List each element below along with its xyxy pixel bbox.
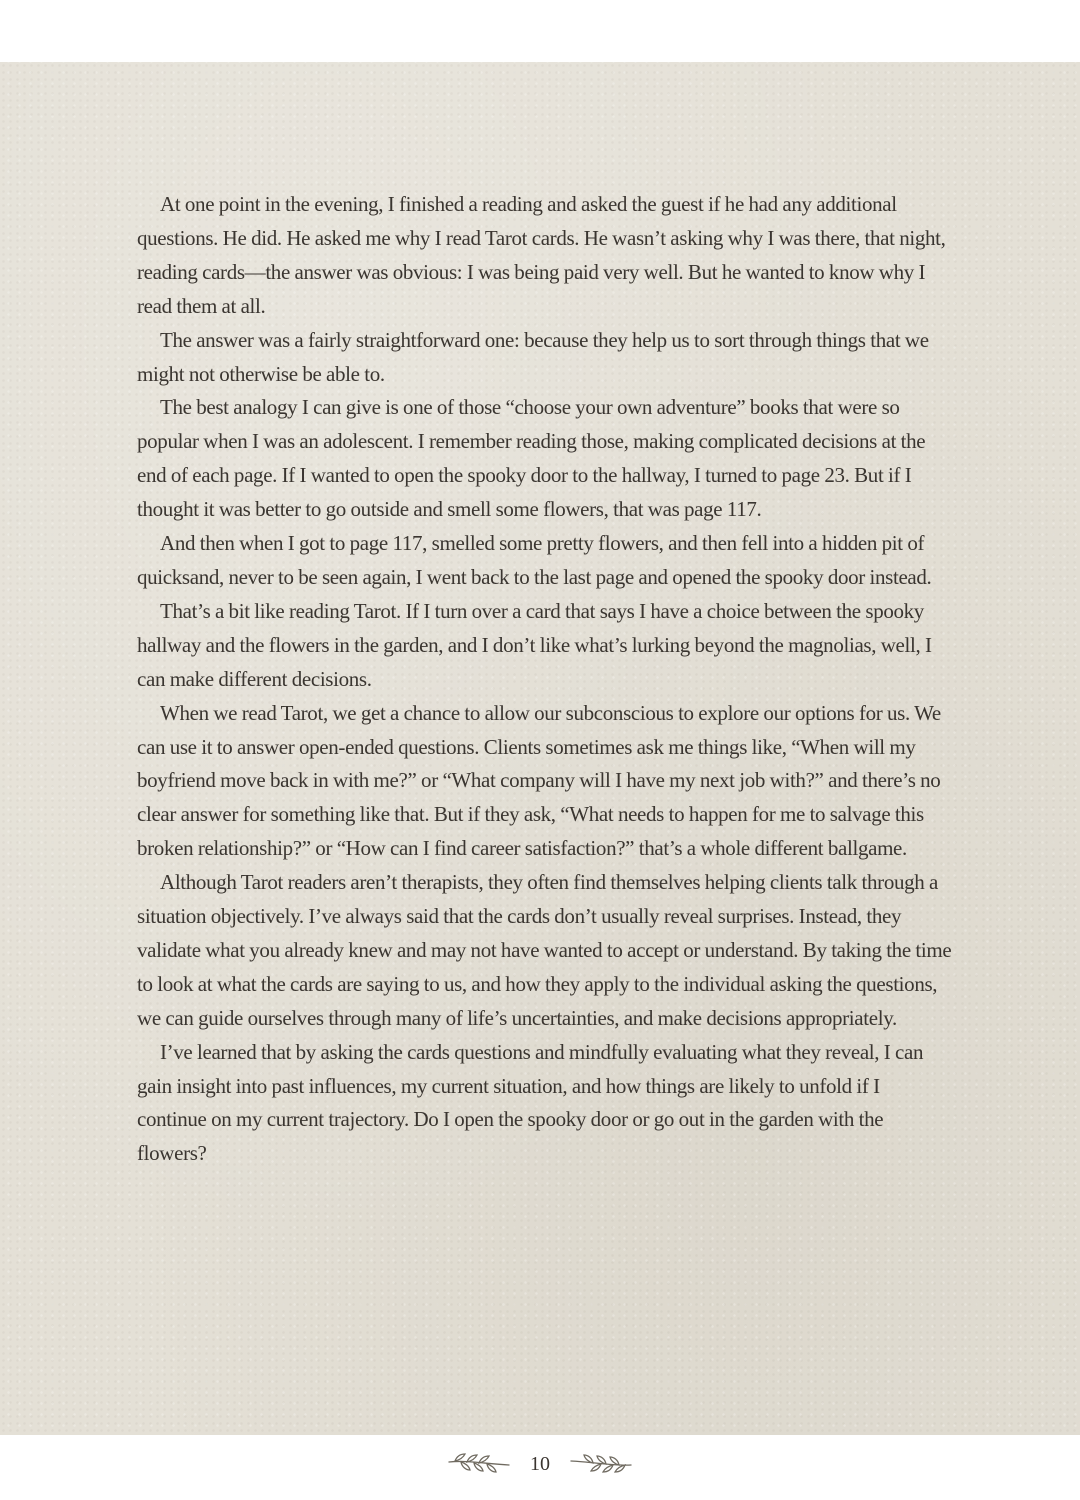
page-number: 10 — [530, 1452, 550, 1475]
paragraph: And then when I got to page 117, smelled some pretty flowers, and then fell into a hidden pit of quicksand, never to be seen again, I went back to the last page and opened the spooky door instead. — [137, 531, 932, 589]
book-page — [0, 62, 1080, 1475]
paragraph: The answer was a fairly straightforward one: because they help us to sort through things that we might not otherwise be able to. — [137, 327, 929, 386]
page-footer — [0, 1440, 1080, 1488]
body-text — [137, 188, 952, 1171]
paragraph: The best analogy I can give is one of those “choose your own adventure” books that were so popular when I was an adolescent. I remember reading those, making complicated decisions at the end of each page. If I wanted to open the spooky door to the hallway, I turned to page 23. But if I thought it was better to go outside and smell some flowers, that was page 117. — [137, 395, 926, 522]
leaf-sprig-icon — [447, 1450, 511, 1478]
leaf-sprig-icon — [569, 1450, 633, 1478]
paragraph: When we read Tarot, we get a chance to allow our subconscious to explore our options for us. We can use it to answer open-ended questions. Clients sometimes ask me things like, “When will my boyfriend move back in with me?” or “What company will I have my next job with?” and there’s no clear answer for something like that. But if they ask, “What needs to happen for me to salvage this broken relationship?” or “How can I find career satisfaction?” that’s a whole different ballgame. — [137, 700, 941, 861]
paragraph: Although Tarot readers aren’t therapists, they often find themselves helping clients talk through a situation objectively. I’ve always said that the cards don’t usually reveal surprises. Instead, they validate what you already knew and may not have wanted to accept or understand. By taking the time to look at what the cards are saying to us, and how they apply to the individual asking the questions, we can guide ourselves through many of life’s uncertainties, and make decisions appropriately. — [137, 870, 952, 1030]
paragraph: I’ve learned that by asking the cards questions and mindfully evaluating what they reveal, I can gain insight into past influences, my current situation, and how things are likely to unfold if I continue on my current trajectory. Do I open the spooky door or go out in the garden with the flowers? — [137, 1039, 924, 1166]
paragraph: At one point in the evening, I finished a reading and asked the guest if he had any additional questions. He did. He asked me why I read Tarot cards. He wasn’t asking why I was there, that night, reading cards—the answer was obvious: I was being paid very well. But he wanted to know why I read them at all. — [137, 192, 946, 318]
paragraph: That’s a bit like reading Tarot. If I turn over a card that says I have a choice between the spooky hallway and the flowers in the garden, and I don’t like what’s lurking beyond the magnolias, well, I can make different decisions. — [137, 598, 932, 691]
